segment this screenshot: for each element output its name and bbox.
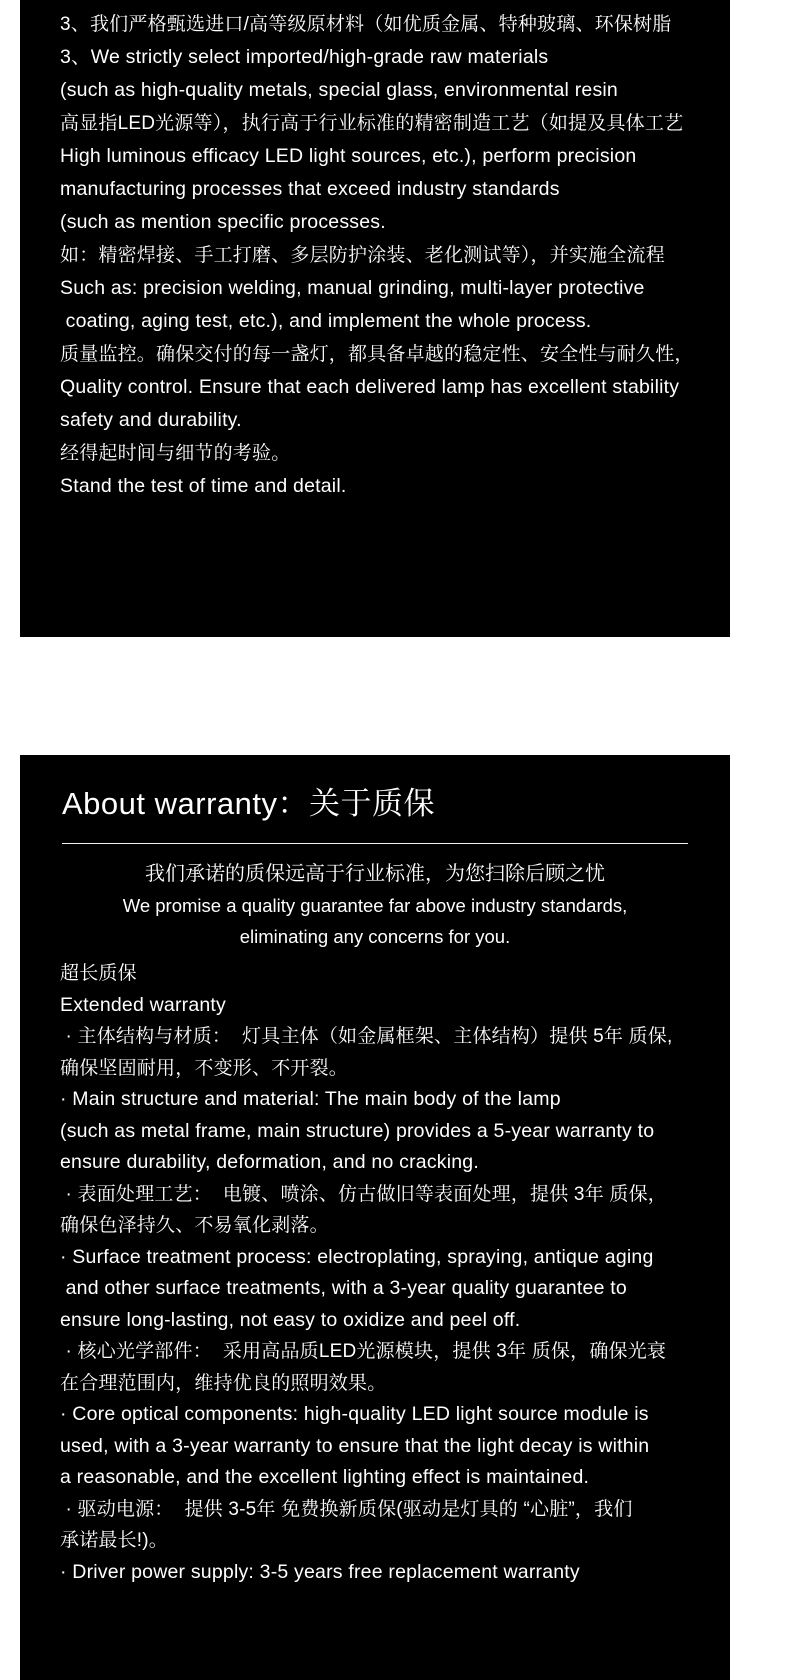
materials-text-block [20,8,730,503]
warranty-line: · 驱动电源： 提供 3-5年 免费换新质保(驱动是灯具的 “心脏”，我们 [60,1498,633,1520]
warranty-line: 确保色泽持久、不易氧化剥落。 [60,1215,329,1236]
warranty-line: ensure durability, deformation, and no cracking. [60,1151,479,1173]
warranty-line: 确保坚固耐用，不变形、不开裂。 [60,1057,349,1079]
warranty-line: used, with a 3-year warranty to ensure that the light decay is within [60,1434,650,1457]
warranty-line: and other surface treatments, with a 3-year quality guarantee to [60,1277,627,1299]
warranty-line: ensure long-lasting, not easy to oxidize and peel off. [60,1308,521,1331]
materials-line: (such as high-quality metals, special glass, environmental resin [60,79,618,101]
warranty-line: · Driver power supply: 3-5 years free replacement warranty [60,1560,580,1583]
materials-line: manufacturing processes that exceed industry standards [60,178,560,200]
warranty-text-block [20,958,730,1588]
warranty-promise [20,858,730,952]
materials-line: 3、我们严格甄选进口/高等级原材料（如优质金属、特种玻璃、环保树脂 [60,14,672,35]
materials-line: High luminous efficacy LED light sources, etc.), perform precision [60,145,637,167]
materials-line: coating, aging test, etc.), and implement the whole process. [60,310,592,332]
warranty-line: · 核心光学部件： 采用高品质LED光源模块，提供 3年 质保，确保光衰 [60,1341,667,1362]
materials-panel [20,0,730,637]
warranty-promise-en-line1: We promise a quality guarantee far above industry standards, [122,895,628,916]
materials-line: Such as: precision welding, manual grinding, multi-layer protective [60,277,645,299]
warranty-line: · 表面处理工艺： 电镀、喷涂、仿古做旧等表面处理，提供 3年 质保， [60,1183,667,1205]
warranty-title: About warranty：关于质保 [62,786,435,821]
materials-line: Quality control. Ensure that each delivered lamp has excellent stability [60,376,680,398]
warranty-line: a reasonable, and the excellent lighting effect is maintained. [60,1466,590,1488]
materials-line: 如：精密焊接、手工打磨、多层防护涂装、老化测试等），并实施全流程 [60,245,665,266]
materials-line: 3、We strictly select imported/high-grade raw materials [60,46,549,68]
materials-line: 高显指LED光源等），执行高于行业标准的精密制造工艺（如提及具体工艺 [60,113,684,134]
warranty-line: Extended warranty [60,993,226,1016]
warranty-line: · 主体结构与材质： 灯具主体（如金属框架、主体结构）提供 5年 质保, [60,1026,673,1047]
warranty-line: · Surface treatment process: electroplating, spraying, antique aging [60,1245,654,1268]
warranty-panel [20,755,730,1680]
materials-line: safety and durability. [60,409,242,431]
warranty-promise-en-line2: eliminating any concerns for you. [239,926,511,947]
materials-line: (such as mention specific processes. [60,211,386,233]
materials-line: Stand the test of time and detail. [60,475,347,497]
warranty-promise-cn: 我们承诺的质保远高于行业标准，为您扫除后顾之忧 [145,863,605,885]
materials-line: 质量监控。确保交付的每一盏灯，都具备卓越的稳定性、安全性与耐久性， [60,344,694,365]
warranty-line: 承诺最长!)。 [60,1530,169,1551]
warranty-line: (such as metal frame, main structure) provides a 5-year warranty to [60,1119,655,1142]
warranty-line: 超长质保 [60,963,137,984]
warranty-line: 在合理范围内，维持优良的照明效果。 [60,1372,387,1394]
warranty-line: · Main structure and material: The main body of the lamp [60,1088,561,1110]
warranty-line: · Core optical components: high-quality LED light source module is [60,1403,649,1425]
materials-line: 经得起时间与细节的考验。 [60,443,291,464]
warranty-divider [62,843,688,844]
